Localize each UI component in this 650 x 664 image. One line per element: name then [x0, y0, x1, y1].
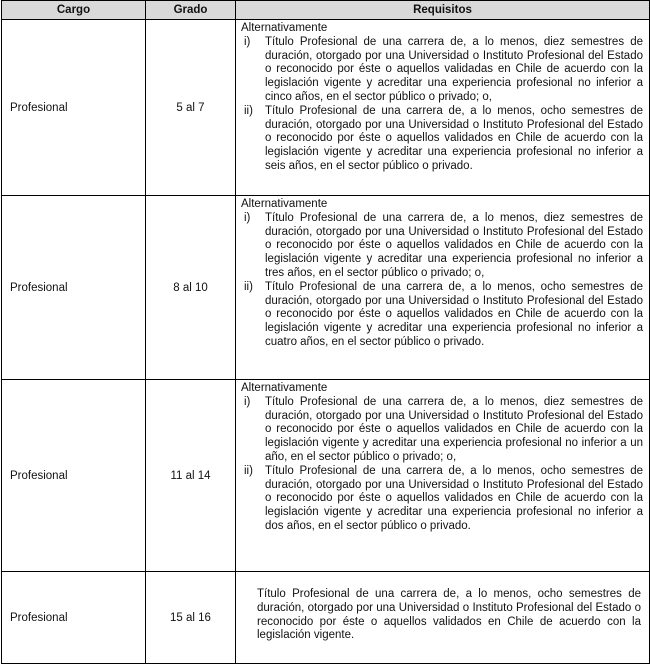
requisito-item — [241, 36, 643, 105]
requisito-item — [241, 465, 643, 534]
table-row — [2, 572, 650, 664]
requisito-item-text: Título Profesional de una carrera de, a lo menos, diez semestres de duración, otorgado por una Universidad o Instituto Profesional del Estado o reconocido por éste o aquellos validadas en Chile de acuerdo con la legislación vigente y acreditar una experiencia profesional no inferior a cinco años, en el sector público o privado; o, — [265, 35, 643, 103]
requisito-item — [241, 105, 643, 174]
requisito-item-marker: i) — [244, 211, 251, 224]
cargo-cell: Profesional — [2, 572, 146, 664]
grado-cell: 5 al 7 — [146, 20, 236, 196]
table-row — [2, 20, 650, 196]
table-row — [2, 380, 650, 572]
requisito-item-marker: i) — [244, 395, 251, 408]
requisito-item — [241, 396, 643, 465]
grado-cell: 11 al 14 — [146, 380, 236, 572]
requisito-item-marker: ii) — [244, 280, 253, 293]
requisitos-intro: Alternativamente — [241, 22, 328, 34]
requisito-item-text: Título Profesional de una carrera de, a lo menos, ocho semestres de duración, otorgado por una Universidad o Instituto Profesional del Estado o reconocido por éste o aquellos validados en Chile de acuerdo con la legislación vigente y acreditar una experiencia profesional no inferior a dos años, en el sector público o privado. — [265, 464, 643, 532]
header-cargo: Cargo — [2, 1, 146, 20]
requisito-item-marker: ii) — [244, 464, 253, 477]
table-row — [2, 196, 650, 380]
requisito-item — [241, 212, 643, 281]
grado-cell: 8 al 10 — [146, 196, 236, 380]
requisitos-cell — [236, 20, 650, 196]
table-header — [2, 1, 650, 20]
requisito-item — [241, 281, 643, 350]
grado-cell: 15 al 16 — [146, 572, 236, 664]
requisitos-intro: Alternativamente — [241, 382, 328, 394]
requisitos-cell — [236, 196, 650, 380]
requisito-item-text: Título Profesional de una carrera de, a lo menos, ocho semestres de duración, otorgado por una Universidad o Instituto Profesional del Estado o reconocido por éste o aquellos validados en Chile de acuerdo con la legislación vigente y acreditar una experiencia profesional no inferior a seis años, en el sector público o privado. — [265, 104, 643, 172]
requisito-item-text: Título Profesional de una carrera de, a lo menos, ocho semestres de duración, otorgado por una Universidad o Instituto Profesional del Estado o reconocido por éste o aquellos validados en Chile de acuerdo con la legislación vigente y acreditar una experiencia profesional no inferior a cuatro años, en el sector público o privado. — [265, 280, 643, 348]
cargo-cell: Profesional — [2, 380, 146, 572]
requisito-item-text: Título Profesional de una carrera de, a lo menos, diez semestres de duración, otorgado por una Universidad o Instituto Profesional del Estado o reconocido por éste o aquellos validados en Chile de acuerdo con la legislación vigente y acreditar una experiencia profesional no inferior a tres años, en el sector público o privado; o, — [265, 211, 643, 279]
requisitos-cell — [236, 380, 650, 572]
cargo-cell: Profesional — [2, 20, 146, 196]
requisitos-cell — [236, 572, 650, 664]
requisito-item-marker: i) — [244, 35, 251, 48]
requirements-table — [1, 0, 650, 664]
requisito-item-marker: ii) — [244, 104, 253, 117]
header-row — [2, 1, 650, 20]
requisito-item-text: Título Profesional de una carrera de, a lo menos, diez semestres de duración, otorgado por una Universidad o Instituto Profesional del Estado o reconocido por éste o aquellos validados en Chile de acuerdo con la legislación vigente y acreditar una experiencia profesional no inferior a un año, en el sector público o privado; o, — [265, 395, 643, 463]
table-body — [2, 20, 650, 664]
requisito-text: Título Profesional de una carrera de, a lo menos, ocho semestres de duración, otorgado por una Universidad o Instituto Profesional del Estado o reconocido por éste o aquellos validados en Chile de acuerdo con la legislación vigente. — [257, 587, 641, 642]
header-requisitos: Requisitos — [236, 1, 650, 20]
requisitos-intro: Alternativamente — [241, 198, 328, 210]
cargo-cell: Profesional — [2, 196, 146, 380]
header-grado: Grado — [146, 1, 236, 20]
